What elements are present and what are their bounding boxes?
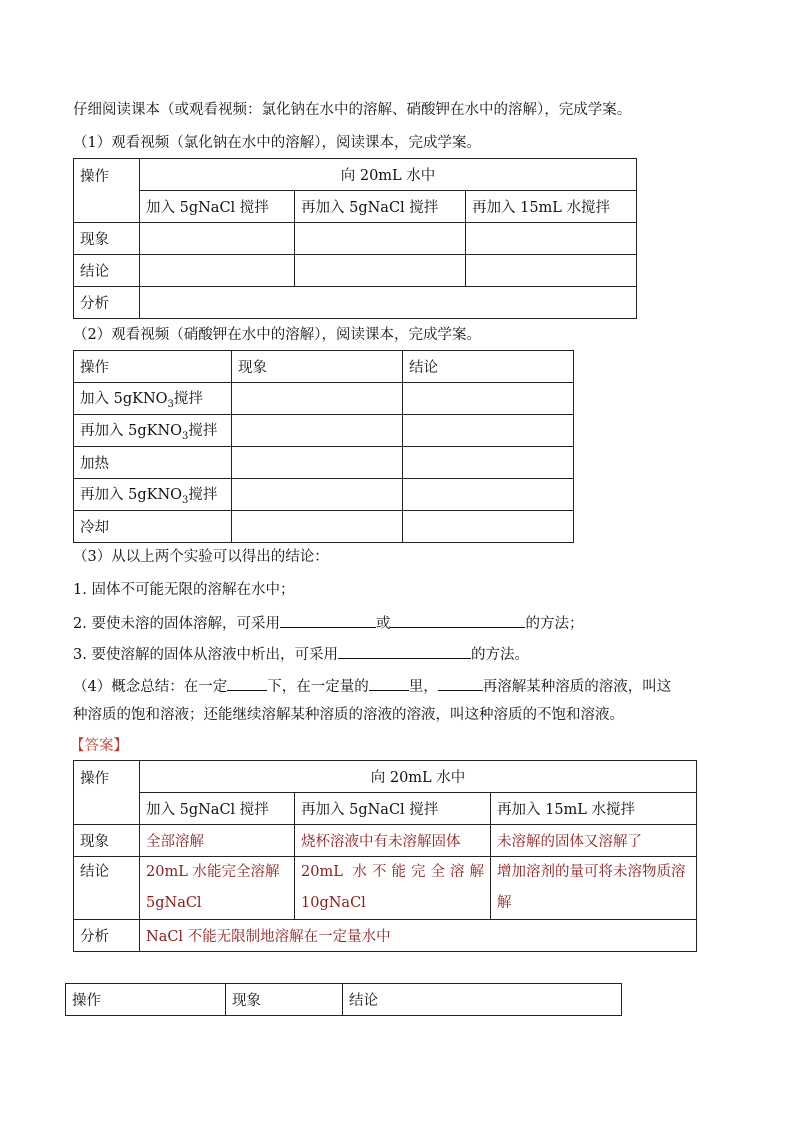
answer-conclusion-1: 20mL 水能完全溶解 5gNaCl — [140, 857, 295, 920]
q1-heading: （1）观看视频（氯化钠在水中的溶解），阅读课本，完成学案。 — [73, 135, 481, 151]
kno3-table — [73, 350, 574, 543]
q3-line-2: 2. 要使未溶的固体溶解，可采用 或 的方法； — [73, 611, 583, 634]
answer-analysis: NaCl 不能无限制地溶解在一定量水中 — [140, 920, 697, 952]
answer-table — [73, 760, 697, 952]
fill-blank[interactable] — [438, 674, 483, 691]
q2-heading: （2）观看视频（硝酸钾在水中的溶解），阅读课本，完成学案。 — [73, 327, 481, 343]
answer-cell[interactable] — [140, 223, 295, 255]
q3-line-3: 3. 要使溶解的固体从溶液中析出，可采用 的方法。 — [73, 642, 529, 665]
header-operation: 操作 — [74, 351, 232, 383]
answer-phenomenon-3: 未溶解的固体又溶解了 — [491, 825, 697, 857]
header-operation: 操作 — [74, 159, 140, 223]
answer-cell[interactable] — [232, 511, 403, 543]
fill-blank[interactable] — [227, 674, 267, 691]
answer-phenomenon-2: 烧杯溶液中有未溶解固体 — [295, 825, 491, 857]
fill-blank[interactable] — [280, 611, 376, 628]
fill-blank[interactable] — [369, 674, 409, 691]
fill-blank[interactable] — [390, 611, 525, 628]
answer-cell[interactable] — [403, 415, 574, 447]
header-group: 向 20mL 水中 — [140, 761, 697, 793]
sub-col-3: 再加入 15mL 水搅拌 — [491, 793, 697, 825]
header-operation: 操作 — [66, 984, 226, 1016]
answer-cell[interactable] — [232, 415, 403, 447]
row-label-phenomenon: 现象 — [74, 223, 140, 255]
answer-cell[interactable] — [403, 511, 574, 543]
answer-cell[interactable] — [466, 223, 637, 255]
intro-text: 仔细阅读课本（或观看视频：氯化钠在水中的溶解、硝酸钾在水中的溶解），完成学案。 — [73, 102, 632, 118]
nacl-table — [73, 158, 637, 319]
header-conclusion: 结论 — [403, 351, 574, 383]
q4-line-2: 种溶质的饱和溶液；还能继续溶解某种溶质的溶液的溶液，叫这种溶质的不饱和溶液。 — [73, 707, 624, 723]
answer-cell[interactable] — [140, 287, 637, 319]
sub-col-2: 再加入 5gNaCl 搅拌 — [295, 793, 491, 825]
q4-line-1: （4）概念总结：在一定 下，在一定量的 里， 再溶解某种溶质的溶液，叫这 — [73, 674, 671, 697]
answer-phenomenon-1: 全部溶解 — [140, 825, 295, 857]
sub-col-1: 加入 5gNaCl 搅拌 — [140, 793, 295, 825]
answer-conclusion-2: 20mL 水不能完全溶解 10gNaCl — [295, 857, 491, 920]
row-label-conclusion: 结论 — [74, 255, 140, 287]
answer-cell[interactable] — [403, 383, 574, 415]
answer-cell[interactable] — [140, 255, 295, 287]
operation-label: 再加入 5gKNO$_3$搅拌 — [74, 415, 232, 447]
sub-col-2: 再加入 5gNaCl 搅拌 — [295, 191, 466, 223]
operation-label: 加热 — [74, 447, 232, 479]
operation-label: 加入 5gKNO$_3$搅拌 — [74, 383, 232, 415]
header-conclusion: 结论 — [343, 984, 622, 1016]
answer-cell[interactable] — [295, 223, 466, 255]
q3-heading: （3）从以上两个实验可以得出的结论： — [73, 549, 329, 565]
answer-table-2 — [65, 983, 622, 1016]
header-operation: 操作 — [74, 761, 140, 825]
q3-line-1: 1. 固体不可能无限的溶解在水中； — [73, 582, 295, 598]
answer-tag: 【答案】 — [70, 738, 128, 754]
row-label-conclusion: 结论 — [74, 857, 140, 920]
answer-cell[interactable] — [466, 255, 637, 287]
answer-cell[interactable] — [403, 447, 574, 479]
answer-cell[interactable] — [232, 383, 403, 415]
header-phenomenon: 现象 — [232, 351, 403, 383]
answer-cell[interactable] — [232, 479, 403, 511]
row-label-analysis: 分析 — [74, 920, 140, 952]
answer-cell[interactable] — [232, 447, 403, 479]
header-phenomenon: 现象 — [226, 984, 343, 1016]
fill-blank[interactable] — [338, 642, 471, 659]
answer-cell[interactable] — [403, 479, 574, 511]
answer-cell[interactable] — [295, 255, 466, 287]
answer-conclusion-3: 增加溶剂的量可将未溶物质溶解 — [491, 857, 697, 920]
operation-label: 冷却 — [74, 511, 232, 543]
row-label-phenomenon: 现象 — [74, 825, 140, 857]
row-label-analysis: 分析 — [74, 287, 140, 319]
sub-col-1: 加入 5gNaCl 搅拌 — [140, 191, 295, 223]
header-group: 向 20mL 水中 — [140, 159, 637, 191]
sub-col-3: 再加入 15mL 水搅拌 — [466, 191, 637, 223]
operation-label: 再加入 5gKNO$_3$搅拌 — [74, 479, 232, 511]
